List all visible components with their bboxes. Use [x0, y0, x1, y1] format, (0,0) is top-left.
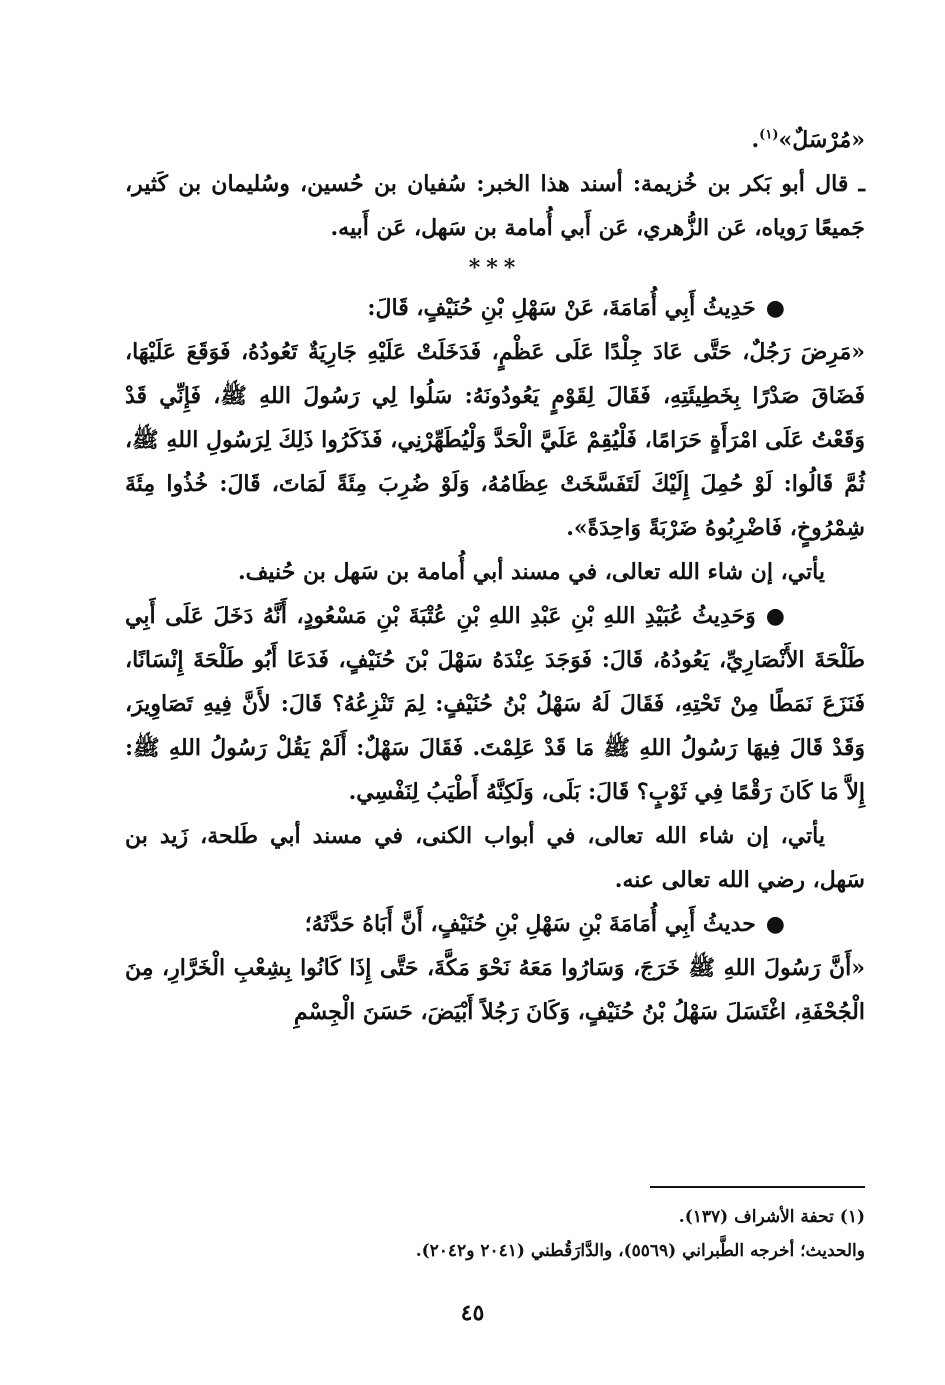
paragraph-hadith-2-note: يأتي، إن شاء الله تعالى، في أبواب الكنى، في مسند أبي طَلحة، زَيد بن سَهل، رضي الله تعالى عنه. [125, 823, 865, 893]
hadith-1-heading-text: حَدِيثُ أَبِي أُمَامَةَ، عَنْ سَهْلِ بْنِ حُنَيْفٍ، قَالَ: [367, 295, 756, 321]
mursal-end: . [751, 127, 760, 153]
paragraph-hadith-1-heading [125, 286, 865, 330]
main-text [125, 118, 865, 1034]
footnotes [125, 1200, 865, 1268]
bullet-icon: ● [765, 911, 785, 937]
hadith-3-heading-text: حديثُ أَبِي أُمَامَةَ بْنِ سَهْلِ بْنِ حُنَيْفٍ، أَنَّ أَبَاهُ حَدَّثَهُ؛ [304, 911, 756, 937]
hadith-2-text: وَحَدِيثُ عُبَيْدِ اللهِ بْنِ عَبْدِ اللهِ بْنِ عُتْبَةَ بْنِ مَسْعُودٍ، أَنَّهُ دَخَلَ عَلَى أَبِي طَلْحَةَ الأَنْصَارِيِّ، يَعُودُهُ، قَالَ: فَوَجَدَ عِنْدَهُ سَهْلَ بْنَ حُنَيْفٍ، فَدَعَا أَبُو طَلْحَةَ إِنْسَانًا، فَنَزَعَ نَمَطًا مِنْ تَحْتِهِ، فَقَالَ لَهُ سَهْلُ بْنُ حُنَيْفٍ: لِمَ تَنْزِعُهُ؟ قَالَ: لأَنَّ فِيهِ تَصَاوِيرَ، وَقَدْ قَالَ فِيهَا رَسُولُ اللهِ ﷺ مَا قَدْ عَلِمْتَ. فَقَالَ سَهْلٌ: أَلَمْ يَقُلْ رَسُولُ اللهِ ﷺ: إِلاَّ مَا كَانَ رَقْمًا فِي ثَوْبٍ؟ قَالَ: بَلَى، وَلَكِنَّهُ أَطْيَبُ لِنَفْسِي. [125, 603, 865, 805]
footnote-1: (١) تحفة الأشراف (١٣٧). [678, 1207, 865, 1227]
paragraph-hadith-1-note: يأتي، إن شاء الله تعالى، في مسند أبي أُمامة بن سَهل بن حُنيف. [237, 559, 825, 585]
section-separator: *** [468, 255, 522, 281]
page-number: ٤٥ [460, 1300, 485, 1326]
footnote-2: والحديث؛ أخرجه الطَّبراني (٥٥٦٩)، والدَّارَقُطني (٢٠٤١ و٢٠٤٢). [415, 1241, 865, 1261]
paragraph-hadith-3-text: «أَنَّ رَسُولَ اللهِ ﷺ خَرَجَ، وَسَارُوا مَعَهُ نَحْوَ مَكَّةَ، حَتَّى إِذَا كَانُوا بِشِعْبِ الْخَرَّارِ، مِنَ الْجُحْفَةِ، اغْتَسَلَ سَهْلُ بْنُ حُنَيْفٍ، وَكَانَ رَجُلاً أَبْيَضَ، حَسَنَ الْجِسْمِ [125, 955, 865, 1025]
bullet-icon: ● [765, 603, 785, 629]
paragraph-mursal [125, 118, 865, 162]
footnote-marker: (١) [759, 127, 779, 143]
paragraph-hadith-1-text: «مَرِضَ رَجُلٌ، حَتَّى عَادَ جِلْدًا عَلَى عَظْمٍ، فَدَخَلَتْ عَلَيْهِ جَارِيَةٌ تَعُودُهُ، فَوَقَعَ عَلَيْهَا، فَضَاقَ صَدْرًا بِخَطِيئَتِهِ، فَقَالَ لِقَوْمٍ يَعُودُونَهُ: سَلُوا لِي رَسُولَ اللهِ ﷺ، فَإِنِّي قَدْ وَقَعْتُ عَلَى امْرَأَةٍ حَرَامًا، فَلْيُقِمْ عَلَيَّ الْحَدَّ وَلْيُطَهِّرْنِي، فَذَكَرُوا ذَلِكَ لِرَسُولِ اللهِ ﷺ، ثُمَّ قَالُوا: لَوْ حُمِلَ إِلَيْكَ لَتَفَسَّخَتْ عِظَامُهُ، وَلَوْ ضُرِبَ مِئَةً لَمَاتَ، قَالَ: خُذُوا مِئَةَ شِمْرُوخٍ، فَاضْرِبُوهُ ضَرْبَةً وَاحِدَةً». [125, 339, 865, 541]
paragraph-hadith-3-heading [125, 902, 865, 946]
bullet-icon: ● [765, 295, 785, 321]
mursal-text: «مُرْسَلٌ» [778, 127, 865, 153]
paragraph-hadith-2 [125, 594, 865, 814]
paragraph-ibn-khuzaymah: ـ قال أبو بَكر بن خُزيمة: أسند هذا الخبر: سُفيان بن حُسين، وسُليمان بن كَثير، جَميعًا رَوياه، عَن الزُّهري، عَن أَبي أُمامة بن سَهل، عَن أَبيه. [125, 171, 865, 241]
footnote-divider [650, 1186, 865, 1188]
